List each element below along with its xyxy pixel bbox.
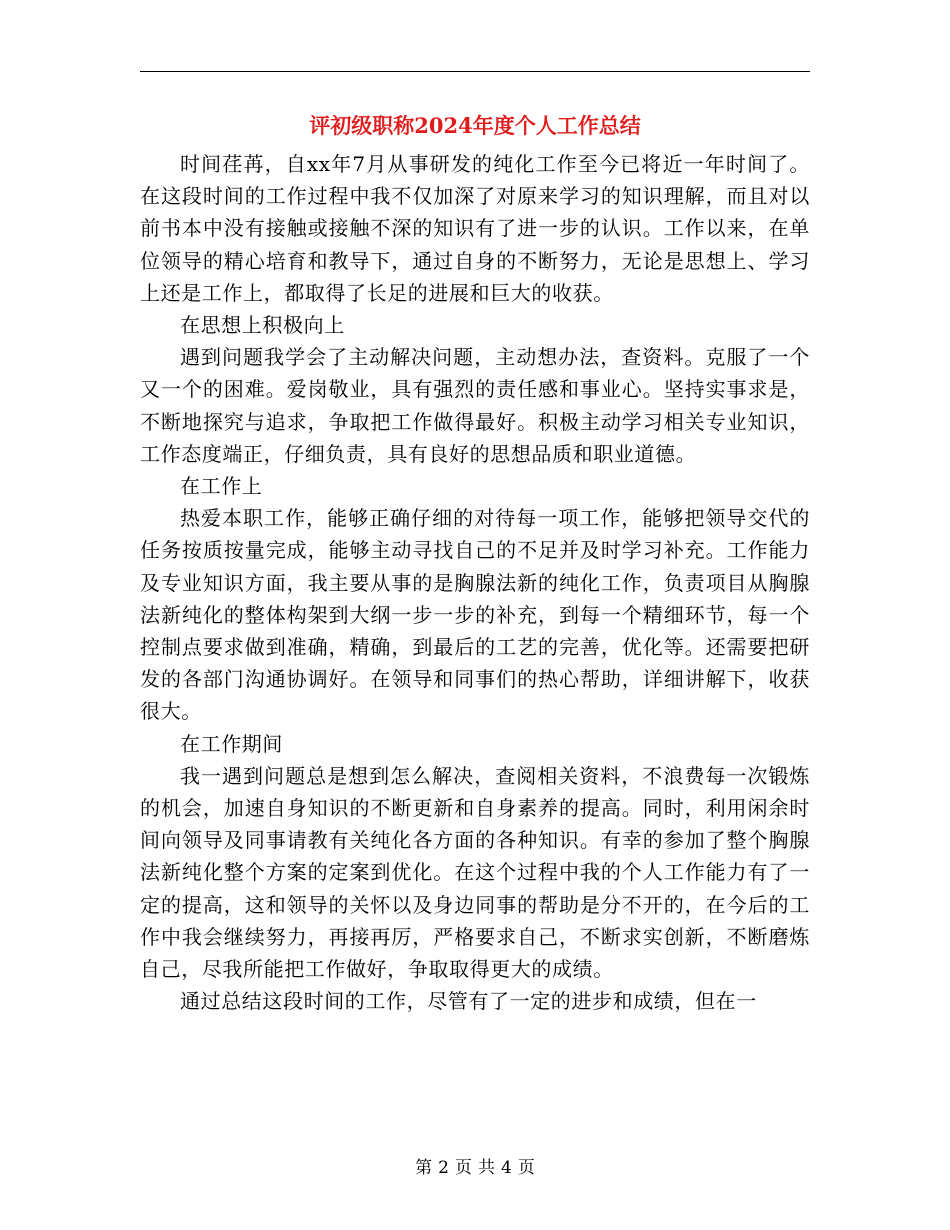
section-heading-work: 在工作上 bbox=[180, 474, 263, 499]
paragraph-intro: 时间荏苒，自xx年7月从事研发的纯化工作至今已将近一年时间了。在这段时间的工作过程中我不仅加深了对原来学习的知识理解，而且对以前书本中没有接触或接触不深的知识有了进一步的认识。工作以来，在单位领导的精心培育和教导下，通过自身的不断努力，无论是思想上、学习上还是工作上，都取得了长足的进展和巨大的收获。 bbox=[140, 152, 810, 305]
footer-total-prefix: 共 bbox=[478, 1158, 495, 1178]
footer-total-unit: 页 bbox=[517, 1158, 535, 1178]
footer-page-number: 2 bbox=[438, 1158, 449, 1178]
footer-page-unit: 页 bbox=[455, 1158, 472, 1178]
footer-prefix: 第 bbox=[415, 1158, 433, 1178]
document-title: 评初级职称2024年度个人工作总结 bbox=[309, 113, 641, 138]
paragraph-work-period: 我一遇到问题总是想到怎么解决，查阅相关资料，不浪费每一次锻炼的机会，加速自身知识的不断更新和自身素养的提高。同时，利用闲余时间向领导及同事请教有关纯化各方面的各种知识。有幸的参加了整个胸腺法新纯化整个方案的定案到优化。在这个过程中我的个人工作能力有了一定的提高，这和领导的关怀以及身边同事的帮助是分不开的，在今后的工作中我会继续努力，再接再厉，严格要求自己，不断求实创新，不断磨炼自己，尽我所能把工作做好，争取取得更大的成绩。 bbox=[140, 763, 810, 982]
paragraph-work: 热爱本职工作，能够正确仔细的对待每一项工作，能够把领导交代的任务按质按量完成，能够主动寻找自己的不足并及时学习补充。工作能力及专业知识方面，我主要从事的是胸腺法新的纯化工作，负责项目从胸腺法新纯化的整体构架到大纲一步一步的补充，到每一个精细环节，每一个控制点要求做到准确，精确，到最后的工艺的完善，优化等。还需要把研发的各部门沟通协调好。在领导和同事们的热心帮助，详细讲解下，收获很大。 bbox=[140, 506, 810, 724]
section-heading-thought: 在思想上积极向上 bbox=[180, 313, 345, 338]
document-body bbox=[140, 148, 810, 1017]
header-rule bbox=[140, 71, 810, 72]
paragraph-summary: 通过总结这段时间的工作，尽管有了一定的进步和成绩，但在一 bbox=[180, 989, 757, 1014]
section-heading-work-period: 在工作期间 bbox=[180, 731, 283, 756]
paragraph-thought: 遇到问题我学会了主动解决问题，主动想办法，查资料。克服了一个又一个的困难。爱岗敬业，具有强烈的责任感和事业心。坚持实事求是，不断地探究与追求，争取把工作做得最好。积极主动学习相关专业知识，工作态度端正，仔细负责，具有良好的思想品质和职业道德。 bbox=[140, 345, 810, 466]
footer-total-pages: 4 bbox=[501, 1158, 512, 1178]
page-footer bbox=[140, 1153, 810, 1178]
